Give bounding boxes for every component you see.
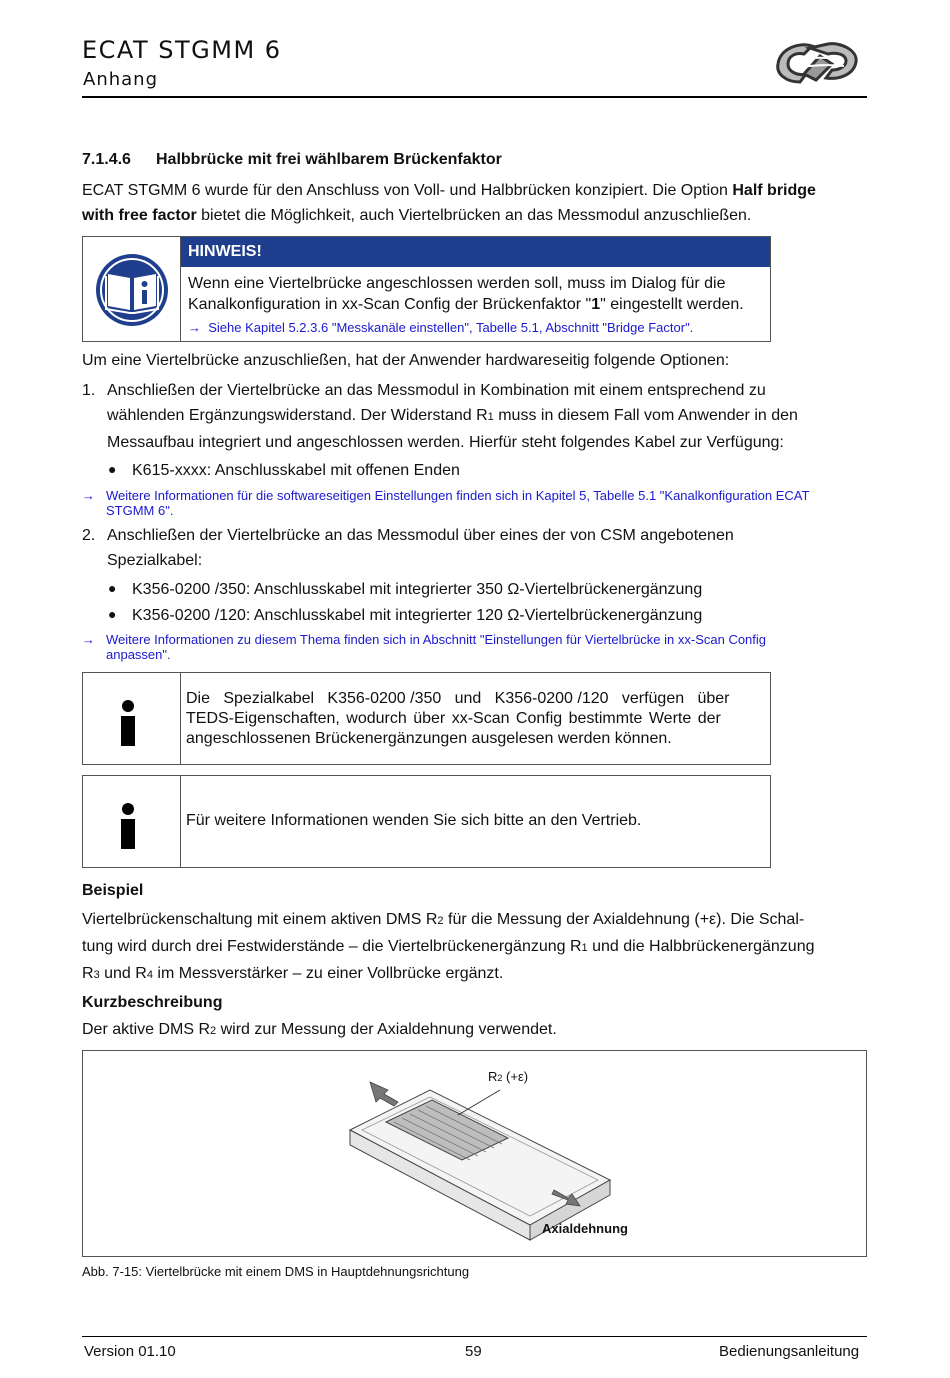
option-1-link-line-1[interactable]: Weitere Informationen für die softwareseitigen Einstellungen finden sich in Kapitel 5, Tabelle 5.1 "Kanalkonfiguration ECAT: [106, 488, 810, 503]
arrow-right-icon: →: [188, 320, 201, 335]
option-1-bullet-1: K615-xxxx: Anschlusskabel mit offenen Enden: [132, 462, 460, 479]
csm-logo-icon: [770, 34, 866, 95]
intro-text-1: ECAT STGMM 6 wurde für den Anschluss von Voll- und Halbbrücken konzipiert. Die Option: [82, 182, 733, 199]
info-box-2-divider: [180, 775, 181, 868]
info-box-1-line-2: TEDS-Eigenschaften, wodurch über xx-Scan Config bestimmte Werte der: [186, 710, 721, 727]
info-box-1-line-1: Die Spezialkabel K356-0200 /350 und K356-0200 /120 verfügen über: [186, 690, 730, 707]
footer-version: Version 01.10: [84, 1343, 176, 1360]
info-box-1-divider: [180, 672, 181, 765]
beispiel-line-3c: im Messverstärker – zu einer Vollbrücke ergänzt.: [152, 965, 504, 982]
beispiel-line-2b: und die Halbbrückenergänzung: [587, 938, 815, 955]
beispiel-line-3a: R: [82, 965, 94, 982]
beispiel-sub-3: 3: [93, 969, 100, 981]
page-number: 59: [465, 1343, 482, 1360]
option-2-bullet-2: K356-0200 /120: Anschlusskabel mit integrierter 120 Ω-Viertelbrückenergänzung: [132, 607, 703, 624]
section-title: Halbbrücke mit frei wählbarem Brückenfaktor: [156, 151, 502, 168]
option-2-number: 2.: [82, 527, 96, 544]
hinweis-line-1: Wenn eine Viertelbrücke angeschlossen werden soll, muss im Dialog für die: [188, 275, 726, 292]
header-rule: [82, 96, 867, 98]
beispiel-line-2a: tung wird durch drei Festwiderstände – die Viertelbrückenergänzung R: [82, 938, 582, 955]
option-1-link-line-2[interactable]: STGMM 6".: [106, 503, 174, 518]
hinweis-bridge-factor: 1: [591, 296, 601, 313]
section-number: 7.1.4.6: [82, 151, 131, 168]
beispiel-line-1a: Viertelbrückenschaltung mit einem aktiven DMS R: [82, 911, 438, 928]
info-i-icon: [118, 803, 138, 856]
footer-doc-type: Bedienungsanleitung: [719, 1343, 860, 1360]
beispiel-sub-1: 2: [437, 915, 444, 927]
option-1-line-3: Messaufbau integriert und angeschlossen werden. Hierfür steht folgendes Kabel zur Verfügung:: [107, 434, 784, 451]
kurz-heading: Kurzbeschreibung: [82, 994, 223, 1011]
option-2-link[interactable]: [82, 632, 767, 662]
chapter-subtitle: Anhang: [83, 69, 158, 90]
figure-caption: Abb. 7-15: Viertelbrücke mit einem DMS in Hauptdehnungsrichtung: [82, 1264, 470, 1279]
kurz-sub: 2: [210, 1025, 217, 1037]
beispiel-line-1b: für die Messung der Axialdehnung (+ε). Die Schal-: [443, 911, 805, 928]
hinweis-link-text[interactable]: Siehe Kapitel 5.2.3.6 "Messkanäle einstellen", Tabelle 5.1, Abschnitt "Bridge Factor".: [208, 320, 694, 335]
kurz-paragraph: [82, 1017, 557, 1044]
option-2-line-1: Anschließen der Viertelbrücke an das Messmodul über eines der von CSM angebotenen: [107, 527, 734, 544]
option-2-bullet-1: K356-0200 /350: Anschlusskabel mit integrierter 350 Ω-Viertelbrückenergänzung: [132, 581, 703, 598]
hinweis-link[interactable]: [188, 320, 693, 335]
option-2-text: [107, 523, 734, 573]
hinweis-line-2a: Kanalkonfiguration in xx-Scan Config der Brückenfaktor ": [188, 296, 592, 313]
beispiel-sub-2: 1: [581, 942, 588, 954]
label-r2-sub: 2: [497, 1073, 503, 1083]
bullet-icon: ●: [108, 461, 117, 477]
intro-text-2: bietet die Möglichkeit, auch Viertelbrücken an das Messmodul anzuschließen.: [196, 207, 752, 224]
option-2-link-line-1[interactable]: Weitere Informationen zu diesem Thema finden sich in Abschnitt "Einstellungen für Viertelbrücke in xx-Scan Config: [106, 632, 767, 647]
option-1-line-1: Anschließen der Viertelbrücke an das Messmodul in Kombination mit einem entsprechend zu: [107, 382, 766, 399]
option-2-line-2: Spezialkabel:: [107, 552, 203, 569]
intro-bold-2: with free factor: [82, 207, 197, 224]
bullet-icon: ●: [108, 580, 117, 596]
kurz-text-b: wird zur Messung der Axialdehnung verwendet.: [216, 1021, 557, 1038]
hinweis-text: [188, 273, 744, 315]
option-1-sub: 1: [487, 411, 494, 423]
label-r2-r: R: [488, 1069, 498, 1084]
beispiel-line-3b: und R: [99, 965, 147, 982]
arrow-right-icon: →: [82, 488, 95, 503]
option-1-line-2a: wählenden Ergänzungswiderstand. Der Widerstand R: [107, 407, 488, 424]
beispiel-sub-4: 4: [146, 969, 153, 981]
hinweis-line-2c: " eingestellt werden.: [600, 296, 744, 313]
option-1-number: 1.: [82, 382, 96, 399]
footer-rule: [82, 1336, 867, 1337]
kurz-text-a: Der aktive DMS R: [82, 1021, 211, 1038]
option-1-line-2b: muss in diesem Fall vom Anwender in den: [493, 407, 798, 424]
label-axialdehnung: Axialdehnung: [542, 1221, 628, 1236]
beispiel-heading: Beispiel: [82, 882, 144, 899]
options-intro: Um eine Viertelbrücke anzuschließen, hat der Anwender hardwareseitig folgende Optionen:: [82, 352, 730, 369]
intro-paragraph: [82, 178, 872, 228]
info-box-1-text: [186, 689, 766, 749]
label-r2: [488, 1069, 528, 1084]
info-box-2-text: Für weitere Informationen wenden Sie sich bitte an den Vertrieb.: [186, 812, 642, 829]
intro-bold-1: Half bridge: [732, 182, 816, 199]
info-i-icon: [118, 700, 138, 753]
label-r2-rest: (+ε): [502, 1069, 529, 1084]
option-1-text: [107, 378, 798, 455]
arrow-right-icon: →: [82, 632, 95, 647]
document-title: ECAT STGMM 6: [82, 36, 282, 64]
hinweis-title: HINWEIS!: [181, 237, 770, 267]
option-1-link[interactable]: [82, 488, 810, 518]
info-box-1-line-3: angeschlossenen Brückenergänzungen ausgelesen werden können.: [186, 730, 672, 747]
info-book-icon: [94, 252, 170, 333]
bullet-icon: ●: [108, 606, 117, 622]
beispiel-paragraph: [82, 907, 872, 988]
option-2-link-line-2[interactable]: anpassen".: [106, 647, 171, 662]
